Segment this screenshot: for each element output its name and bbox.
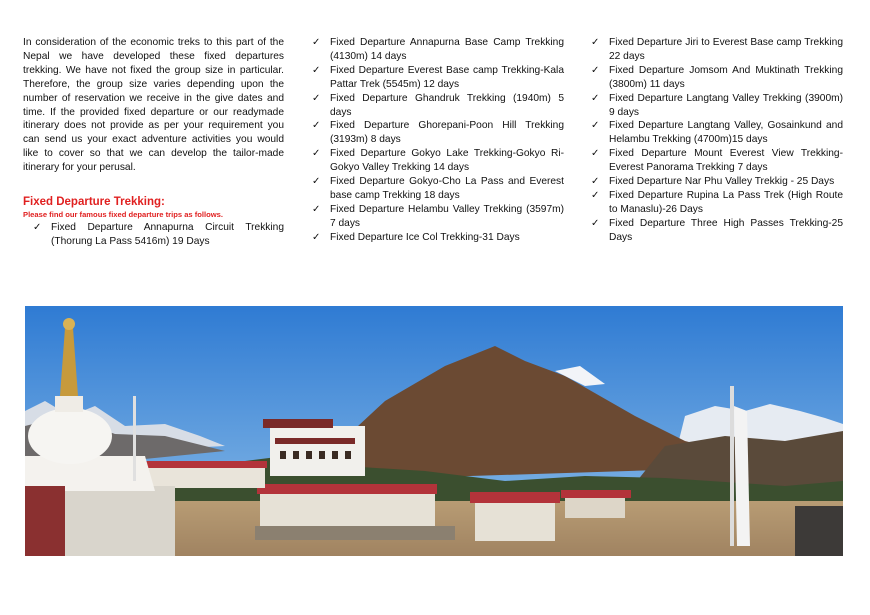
trek-list-item xyxy=(312,203,564,231)
lodge-right xyxy=(565,496,625,518)
trek-name: Fixed Departure Three High Passes Trekking-25 Days xyxy=(609,217,843,243)
trek-list-col3 xyxy=(591,36,843,245)
trek-list-item xyxy=(312,64,564,92)
trek-name: Fixed Departure Annapurna Circuit Trekking (Thorung La Pass 5416m) 19 Days xyxy=(51,222,284,247)
lodge-left-roof xyxy=(257,484,437,494)
trek-name: Fixed Departure Ghorepani-Poon Hill Trekking (3193m) 8 days xyxy=(330,120,564,146)
trek-name: Fixed Departure Langtang Valley, Gosainkund and Helambu Trekking (4700m)15 days xyxy=(609,120,843,146)
check-icon: ✓ xyxy=(312,148,321,160)
trek-list-item xyxy=(312,36,564,64)
trek-list-item xyxy=(591,92,843,120)
trek-list-item xyxy=(312,231,564,245)
check-icon: ✓ xyxy=(312,231,321,243)
trek-list-item xyxy=(591,119,843,147)
lodge-far-left-roof xyxy=(143,461,267,468)
trek-list-item xyxy=(23,221,284,249)
lodge-far-left xyxy=(145,466,265,488)
trek-name: Fixed Departure Jiri to Everest Base camp Trekking 22 days xyxy=(609,37,843,62)
check-icon: ✓ xyxy=(591,148,600,160)
lodge-left xyxy=(260,491,435,526)
trek-list-item xyxy=(312,119,564,147)
monastery-panorama-photo xyxy=(25,306,843,556)
trek-list-item xyxy=(591,175,843,189)
trek-list-item xyxy=(591,189,843,217)
flag-pole-right xyxy=(730,386,734,546)
check-icon: ✓ xyxy=(591,37,600,48)
stupa-finial xyxy=(63,318,75,330)
trek-name: Fixed Departure Everest Base camp Trekking-Kala Pattar Trek (5545m) 12 days xyxy=(330,64,564,90)
check-icon: ✓ xyxy=(312,120,321,132)
trek-name: Fixed Departure Mount Everest View Trekking-Everest Panorama Trekking 7 days xyxy=(609,148,843,174)
trek-list-item xyxy=(591,147,843,175)
trek-list-col2 xyxy=(312,36,564,245)
trek-name: Fixed Departure Ghandruk Trekking (1940m) 5 days xyxy=(330,92,564,118)
trek-list-item xyxy=(591,64,843,92)
check-icon: ✓ xyxy=(312,37,321,48)
intro-paragraph: In consideration of the economic treks to this part of the Nepal we have developed these fixed departures trekking. We have not fixed the group size in particular. Therefore, the group size varies depending upon the number of reservation we receive in the give dates and time. If the provided fixed departure or our readymade itinerary does not provide as per your requirement you can send us your exact adventure activities you would like to cover so that we can develop the tailor-made itinerary for your perusal. xyxy=(23,37,284,174)
check-icon: ✓ xyxy=(591,176,600,188)
lodge-center-roof xyxy=(470,492,560,503)
left-column xyxy=(23,36,284,249)
middle-column xyxy=(312,36,564,245)
section-title: Fixed Departure Trekking: xyxy=(23,196,165,209)
check-icon: ✓ xyxy=(312,176,321,188)
trek-name: Fixed Departure Gokyo Lake Trekking-Gokyo Ri-Gokyo Valley Trekking 14 days xyxy=(330,148,564,174)
trek-list-item xyxy=(591,36,843,64)
trek-name: Fixed Departure Helambu Valley Trekking (3597m) 7 days xyxy=(330,203,564,229)
flag-pole-left xyxy=(133,396,136,481)
trek-name: Fixed Departure Nar Phu Valley Trekkig - 25 Days xyxy=(609,176,835,188)
check-icon: ✓ xyxy=(591,217,600,229)
trek-name: Fixed Departure Annapurna Base Camp Trekking (4130m) 14 days xyxy=(330,37,564,62)
lodge-right-roof xyxy=(561,490,631,498)
check-icon: ✓ xyxy=(591,120,600,132)
trek-list-col1 xyxy=(23,221,284,249)
trek-list-item xyxy=(312,175,564,203)
monastery-band xyxy=(275,438,355,444)
check-icon: ✓ xyxy=(591,189,600,201)
stupa-harmika xyxy=(55,396,83,412)
check-icon: ✓ xyxy=(312,64,321,76)
trek-name: Fixed Departure Jomsom And Muktinath Trekking (3800m) 11 days xyxy=(609,64,843,90)
panorama-illustration xyxy=(25,306,843,556)
trek-list-item xyxy=(591,217,843,245)
section-subtitle: Please find our famous fixed departure trips as follows. xyxy=(23,210,224,220)
monastery-roof xyxy=(263,419,333,428)
check-icon: ✓ xyxy=(591,92,600,104)
right-column xyxy=(591,36,843,245)
building-right-edge xyxy=(795,506,843,556)
stone-wall xyxy=(255,526,455,540)
trek-name: Fixed Departure Rupina La Pass Trek (High Route to Manaslu)-26 Days xyxy=(609,189,843,215)
check-icon: ✓ xyxy=(33,222,42,234)
trek-name: Fixed Departure Gokyo-Cho La Pass and Everest base camp Trekking 18 days xyxy=(330,176,564,201)
lodge-center xyxy=(475,501,555,541)
check-icon: ✓ xyxy=(312,203,321,215)
stupa-dome xyxy=(28,408,112,464)
trek-name: Fixed Departure Langtang Valley Trekking (3900m) 9 days xyxy=(609,92,843,118)
trek-list-item xyxy=(312,92,564,120)
trek-name: Fixed Departure Ice Col Trekking-31 Days xyxy=(330,231,520,243)
stupa-side-wall xyxy=(25,486,65,556)
check-icon: ✓ xyxy=(312,92,321,104)
check-icon: ✓ xyxy=(591,64,600,76)
trek-list-item xyxy=(312,147,564,175)
